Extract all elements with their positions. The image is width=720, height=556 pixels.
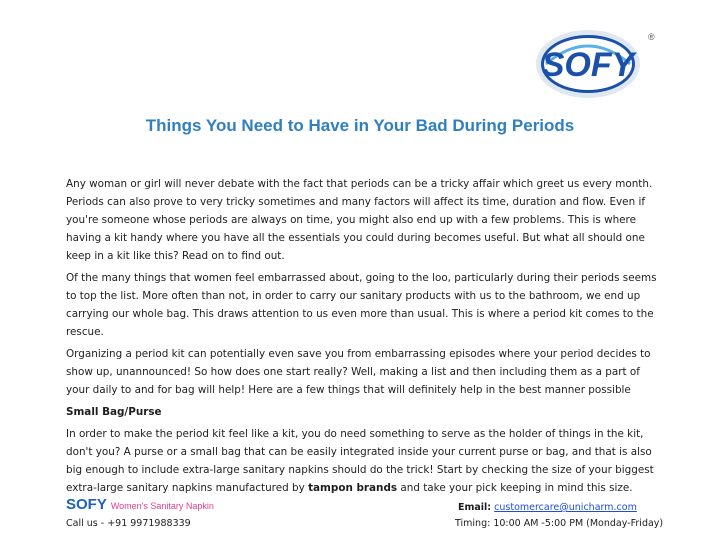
paragraph-4-text-start: In order to make the period kit feel like a kit, you do need something to serve as the holder of things in the kit, don't you? A purse or a small bag that can be easily integrated inside your current purse or bag, and that is also big enough to include extra-large sanitary napkins should do the trick! Start by checking the size of your biggest extra-large sanitary napkins manufactured by xyxy=(66,428,654,494)
section-heading: Small Bag/Purse xyxy=(66,406,162,418)
paragraph-4 xyxy=(66,425,658,497)
paragraph-1: Any woman or girl will never debate with the fact that periods can be a tricky affair which greet us every month. Periods can also prove to very tricky sometimes and many factors will affect its time, duration and flow. Even if you're someone whose periods are always on time, you might also end up with a few problems. This is where having a kit handy where you have all the essentials you could during becomes useful. But what all should one keep in a kit like this? Read on to find out. xyxy=(66,178,653,262)
paragraph-4-text-end: and take your pick keeping in mind this size. xyxy=(397,482,633,494)
footer-tagline: Women's Sanitary Napkin xyxy=(110,501,214,511)
footer-timing: Timing: 10:00 AM -5:00 PM (Monday-Friday) xyxy=(455,518,664,529)
page-title: Things You Need to Have in Your Bad During Periods xyxy=(145,116,575,135)
sofy-logo xyxy=(528,20,658,104)
logo-registered-mark: ® xyxy=(648,32,655,42)
footer-email xyxy=(458,502,637,513)
paragraph-3: Organizing a period kit can potentially even save you from embarrassing episodes where your period decides to show up, unannounced! So how does one start really? Well, making a list and then including them as a part of your daily to and for bag will help! Here are a few things that will definitely help in the best manner possible xyxy=(66,348,651,396)
email-label: Email: xyxy=(458,502,492,513)
article-body xyxy=(66,175,658,501)
logo-text: SOFY xyxy=(541,46,635,84)
footer-brand-name: SOFY xyxy=(66,496,107,513)
email-link[interactable]: customercare@unicharm.com xyxy=(494,502,637,513)
footer-brand xyxy=(66,496,214,514)
paragraph-2: Of the many things that women feel embarrassed about, going to the loo, particularly during their periods seems to top the list. More often than not, in order to carry our sanitary products with us to the bathroom, we end up carrying our whole bag. This draws attention to us even more than usual. This is where a period kit comes to the rescue. xyxy=(66,272,657,338)
footer-call: Call us - +91 9971988339 xyxy=(66,518,191,529)
tampon-brands-bold: tampon brands xyxy=(308,482,398,494)
